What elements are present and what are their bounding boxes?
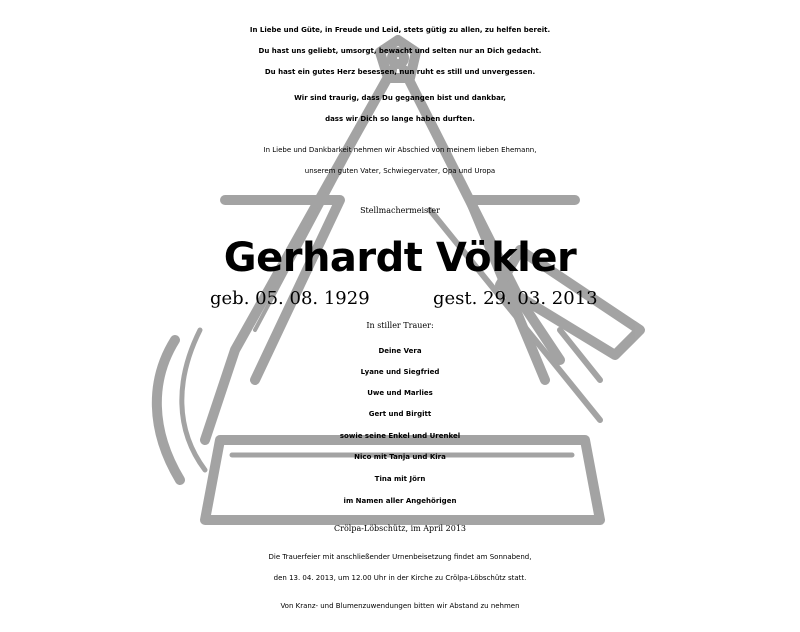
verse-line-5: dass wir Dich so lange haben durften. [325,115,475,123]
funeral-line-2: den 13. 04. 2013, um 12.00 Uhr in der Kirche zu Crölpa-Löbschütz statt. [273,574,527,582]
mourning-heading: In stiller Trauer: [366,321,434,330]
birth-date: geb. 05. 08. 1929 [210,288,370,309]
verse-line-2: Du hast uns geliebt, umsorgt, bewacht und selten nur an Dich gedacht. [258,47,542,55]
funeral-line-1: Die Trauerfeier mit anschließender Urnenbeisetzung findet am Sonnabend, [268,553,532,561]
verse-line-3: Du hast ein gutes Herz besessen, nun ruht es still und unvergessen. [264,68,536,76]
verse-line-1: In Liebe und Güte, in Freude und Leid, stets gütig zu allen, zu helfen bereit. [249,26,551,34]
death-date: gest. 29. 03. 2013 [433,288,598,309]
verse-line-4: Wir sind traurig, dass Du gegangen bist und dankbar, [294,94,506,102]
mourner-1: Deine Vera [378,347,422,355]
mourner-4: Gert und Birgitt [368,410,432,418]
mourner-8: im Namen aller Angehörigen [343,497,457,505]
closing-note: Von Kranz- und Blumenzuwendungen bitten wir Abstand zu nehmen [280,602,520,610]
mourner-7: Tina mit Jörn [374,475,426,483]
mourner-6: Nico mit Tanja und Kira [354,453,446,461]
mourner-2: Lyane und Siegfried [360,368,440,376]
deceased-name: Gerhardt Vökler [223,235,577,281]
mourner-5: sowie seine Enkel und Urenkel [339,432,461,440]
mourner-3: Uwe und Marlies [367,389,433,397]
occupation: Stellmachermeister [360,206,440,215]
intro-line-1: In Liebe und Dankbarkeit nehmen wir Abschied von meinem lieben Ehemann, [263,146,537,154]
place-date: Crölpa-Löbschütz, im April 2013 [334,524,466,533]
intro-line-2: unserem guten Vater, Schwiegervater, Opa und Uropa [304,167,496,175]
